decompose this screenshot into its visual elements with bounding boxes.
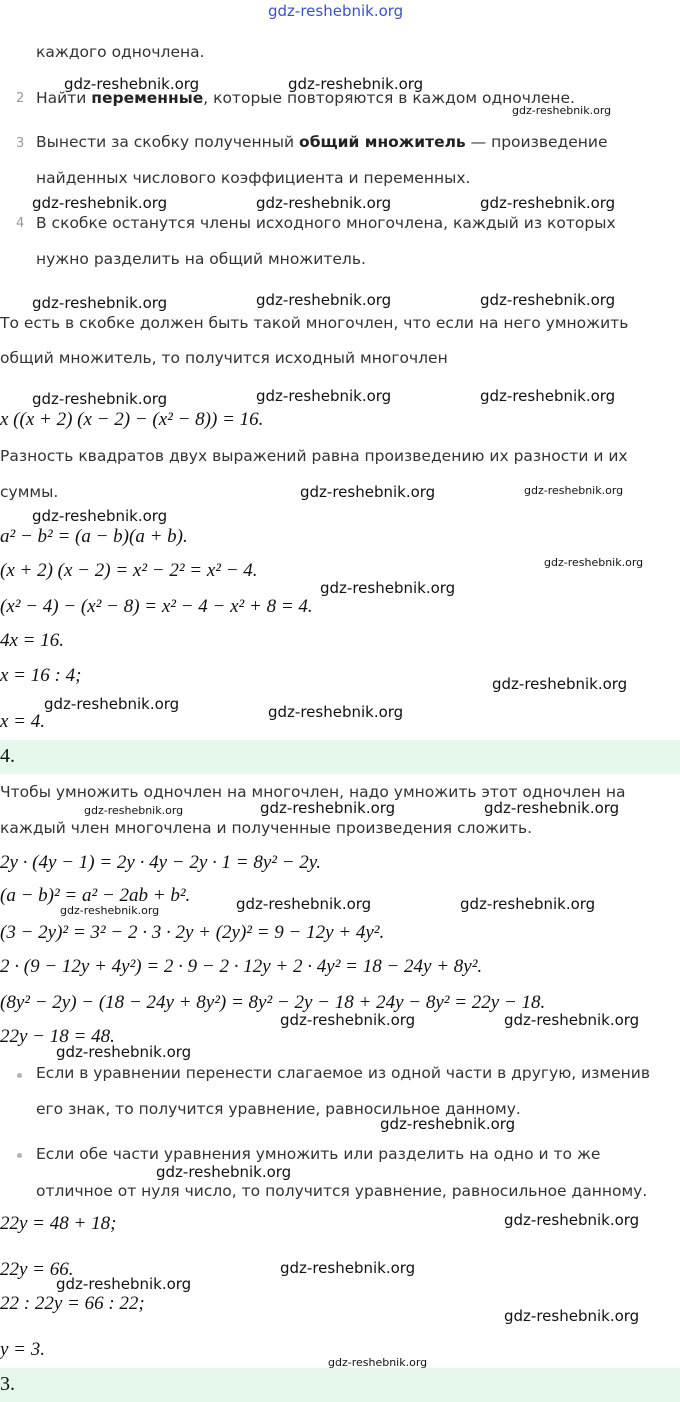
watermark: gdz-reshebnik.org	[524, 484, 624, 497]
watermark: gdz-reshebnik.org	[484, 799, 620, 817]
watermark: gdz-reshebnik.org	[60, 904, 160, 917]
equation: 22 : 22y = 66 : 22;	[0, 1293, 145, 1314]
equation: 22y = 48 + 18;	[0, 1213, 117, 1234]
watermark: gdz-reshebnik.org	[32, 294, 168, 312]
equation: 2 · (9 − 12y + 4y²) = 2 · 9 − 2 · 12y + 2 · 4y² = 18 − 24y + 8y².	[0, 956, 483, 977]
watermark: gdz-reshebnik.org	[256, 194, 392, 212]
bullet-line: Если в уравнении перенести слагаемое из одной части в другую, изменив	[36, 1064, 650, 1082]
watermark: gdz-reshebnik.org	[480, 291, 616, 309]
step-line: каждого одночлена.	[36, 43, 205, 61]
watermark: gdz-reshebnik.org	[236, 895, 372, 913]
watermark: gdz-reshebnik.org	[256, 387, 392, 405]
watermark: gdz-reshebnik.org	[256, 291, 392, 309]
step-number: 4	[16, 216, 25, 231]
equation: (3 − 2y)² = 3² − 2 · 3 · 2y + (2y)² = 9 − 12y + 4y².	[0, 922, 385, 943]
watermark: gdz-reshebnik.org	[320, 579, 456, 597]
answer-label: 4.	[0, 745, 15, 767]
step-line: Вынести за скобку полученный общий множитель — произведение	[36, 133, 608, 151]
watermark: gdz-reshebnik.org	[480, 194, 616, 212]
equation: (x + 2) (x − 2) = x² − 2² = x² − 4.	[0, 560, 258, 581]
step-line: нужно разделить на общий множитель.	[36, 250, 366, 268]
watermark: gdz-reshebnik.org	[512, 104, 612, 117]
watermark-top: gdz-reshebnik.org	[268, 2, 404, 20]
equation: x = 4.	[0, 711, 46, 732]
watermark: gdz-reshebnik.org	[300, 483, 436, 501]
watermark: gdz-reshebnik.org	[280, 1011, 416, 1029]
bullet-dot	[17, 1153, 22, 1158]
equation: (x² − 4) − (x² − 8) = x² − 4 − x² + 8 = 4.	[0, 596, 313, 617]
equation: y = 3.	[0, 1339, 46, 1360]
watermark: gdz-reshebnik.org	[328, 1356, 428, 1369]
paragraph-line: каждый член многочлена и полученные произведения сложить.	[0, 819, 533, 837]
watermark: gdz-reshebnik.org	[56, 1275, 192, 1293]
watermark: gdz-reshebnik.org	[268, 703, 404, 721]
bullet-dot	[17, 1073, 22, 1078]
watermark: gdz-reshebnik.org	[260, 799, 396, 817]
equation: 2y · (4y − 1) = 2y · 4y − 2y · 1 = 8y² − 2y.	[0, 852, 321, 873]
watermark: gdz-reshebnik.org	[380, 1115, 516, 1133]
paragraph-line: То есть в скобке должен быть такой многочлен, что если на него умножить	[0, 314, 629, 332]
equation: 4x = 16.	[0, 630, 65, 651]
bullet-line: Если обе части уравнения умножить или разделить на одно и то же	[36, 1145, 601, 1163]
answer-band-2	[0, 1368, 680, 1402]
watermark: gdz-reshebnik.org	[44, 695, 180, 713]
step-line: В скобке останутся члены исходного многочлена, каждый из которых	[36, 214, 616, 232]
watermark: gdz-reshebnik.org	[156, 1163, 292, 1181]
watermark: gdz-reshebnik.org	[32, 194, 168, 212]
watermark: gdz-reshebnik.org	[504, 1211, 640, 1229]
paragraph-line: суммы.	[0, 483, 59, 501]
step-number: 3	[16, 136, 25, 151]
watermark: gdz-reshebnik.org	[280, 1259, 416, 1277]
paragraph-line: Разность квадратов двух выражений равна произведению их разности и их	[0, 447, 628, 465]
answer-label: 3.	[0, 1373, 15, 1395]
watermark: gdz-reshebnik.org	[64, 75, 200, 93]
watermark: gdz-reshebnik.org	[492, 675, 628, 693]
bullet-line: отличное от нуля число, то получится уравнение, равносильное данному.	[36, 1182, 648, 1200]
answer-band-1	[0, 740, 680, 774]
equation: x = 16 : 4;	[0, 665, 82, 686]
equation: 22y = 66.	[0, 1259, 74, 1280]
watermark: gdz-reshebnik.org	[504, 1307, 640, 1325]
watermark: gdz-reshebnik.org	[32, 507, 168, 525]
step-line: Найти переменные, которые повторяются в каждом одночлене.	[36, 89, 575, 107]
equation: 22y − 18 = 48.	[0, 1026, 115, 1047]
step-number: 2	[16, 91, 25, 106]
bullet-line: его знак, то получится уравнение, равносильное данному.	[36, 1100, 521, 1118]
paragraph-line: Чтобы умножить одночлен на многочлен, надо умножить этот одночлен на	[0, 783, 626, 801]
equation: (a − b)² = a² − 2ab + b².	[0, 885, 191, 906]
equation: x ((x + 2) (x − 2) − (x² − 8)) = 16.	[0, 409, 264, 430]
watermark: gdz-reshebnik.org	[544, 556, 644, 569]
watermark: gdz-reshebnik.org	[84, 804, 184, 817]
watermark: gdz-reshebnik.org	[56, 1043, 192, 1061]
paragraph-line: общий множитель, то получится исходный многочлен	[0, 349, 448, 367]
step-line: найденных числового коэффициента и переменных.	[36, 169, 471, 187]
watermark: gdz-reshebnik.org	[288, 75, 424, 93]
watermark: gdz-reshebnik.org	[504, 1011, 640, 1029]
equation: (8y² − 2y) − (18 − 24y + 8y²) = 8y² − 2y − 18 + 24y − 8y² = 22y − 18.	[0, 992, 546, 1013]
watermark: gdz-reshebnik.org	[32, 390, 168, 408]
watermark: gdz-reshebnik.org	[460, 895, 596, 913]
watermark: gdz-reshebnik.org	[480, 387, 616, 405]
equation: a² − b² = (a − b)(a + b).	[0, 526, 188, 547]
